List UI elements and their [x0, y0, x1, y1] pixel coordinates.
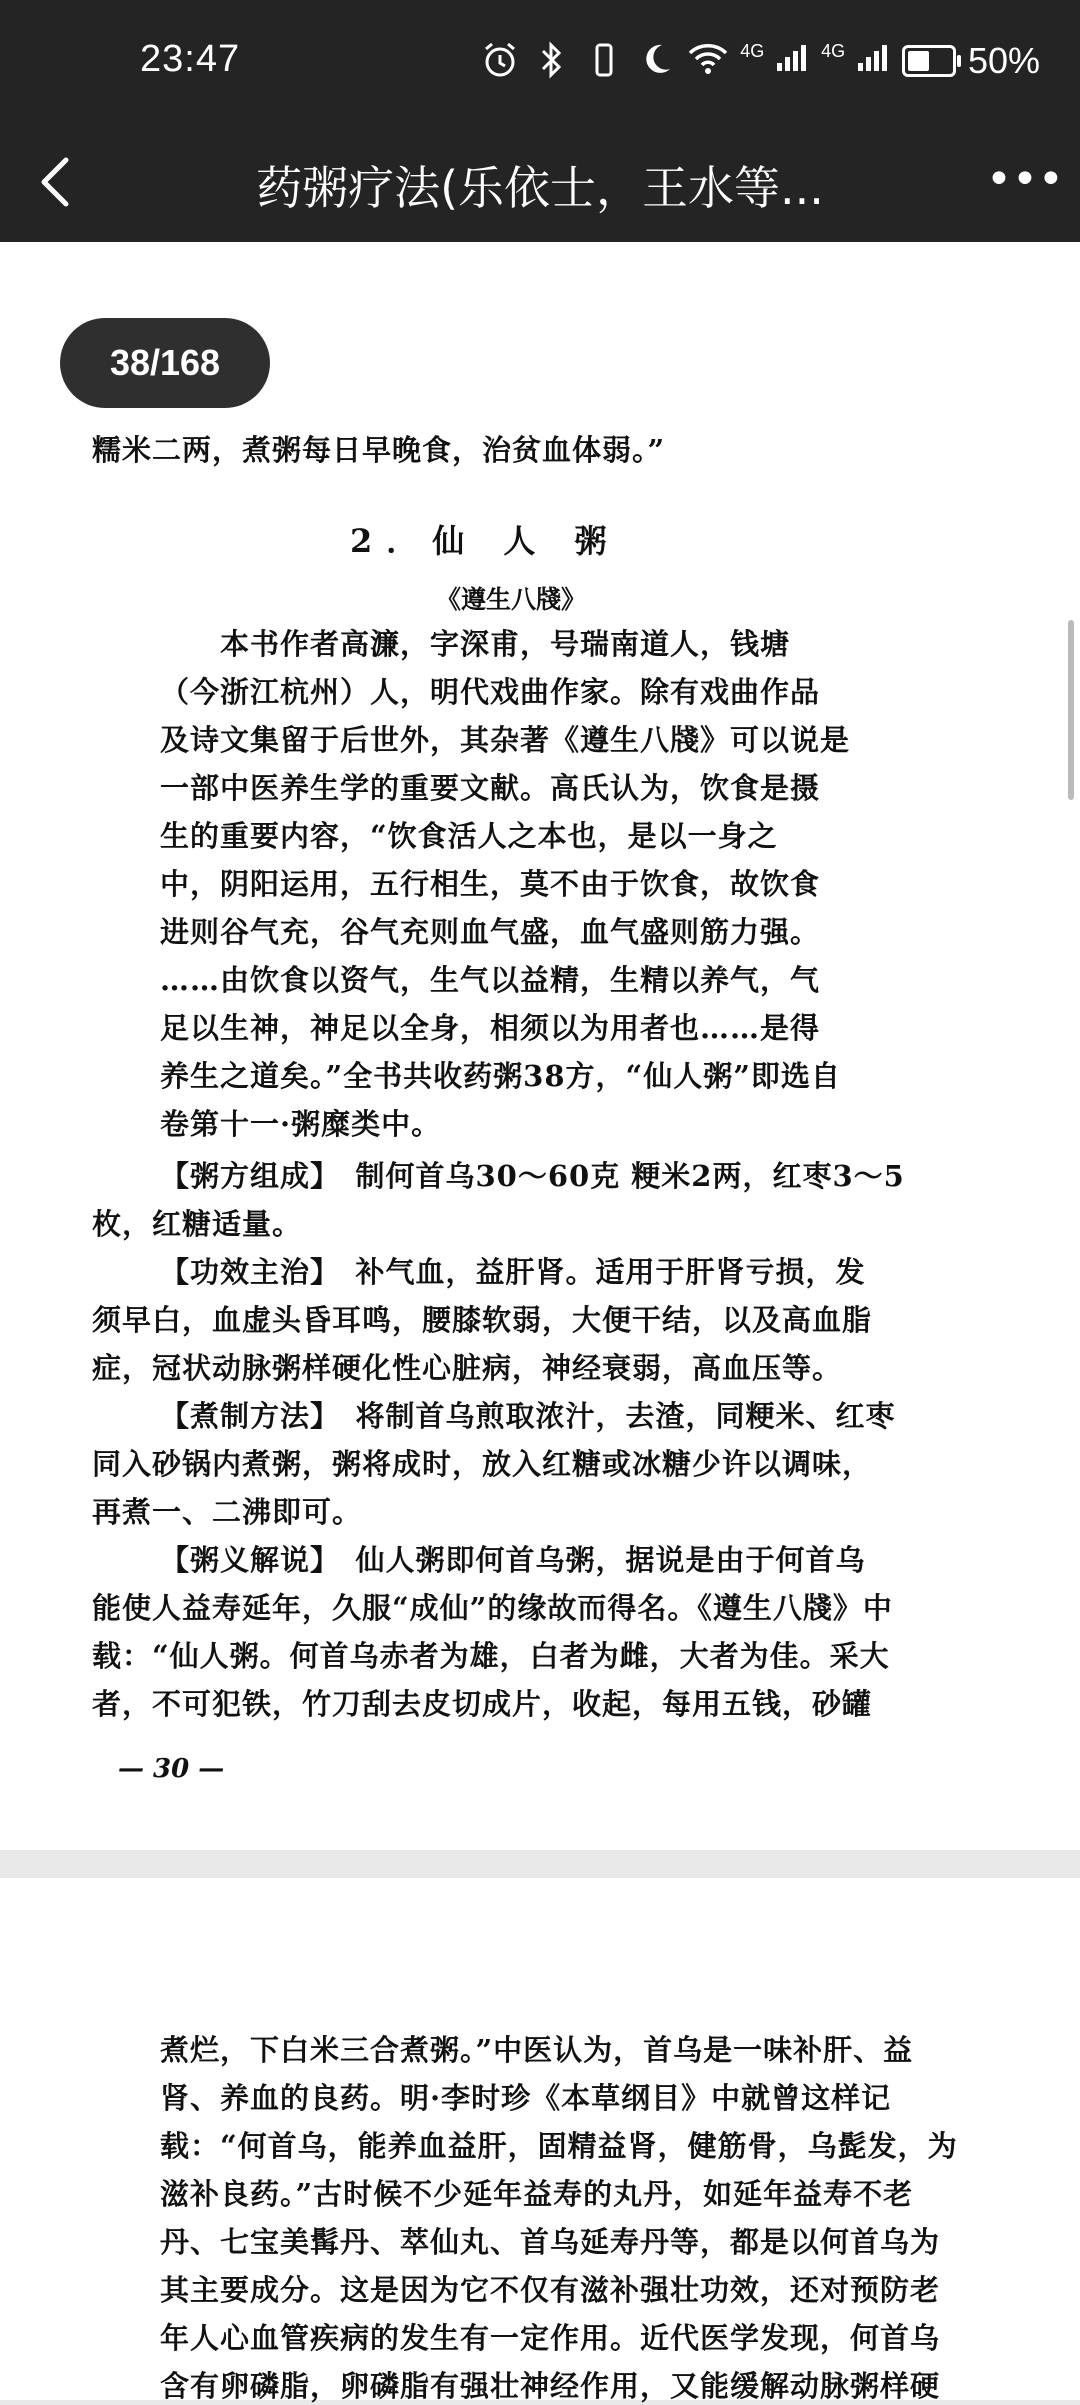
signal-1: 4G	[740, 41, 809, 82]
text-line: 丹、七宝美髯丹、萃仙丸、首乌延寿丹等，都是以何首乌为	[160, 2225, 941, 2259]
text-line: 生的重要内容，“饮食活人之本也，是以一身之	[160, 819, 778, 853]
text-line: 进则谷气充，谷气充则血气盛，血气盛则筋力强。	[160, 915, 821, 949]
text-line: 一部中医养生学的重要文献。高氏认为，饮食是摄	[160, 771, 821, 805]
text-line: 本书作者高濂，字深甫，号瑞南道人，钱塘	[220, 627, 791, 661]
document-page-1[interactable]	[0, 242, 1080, 1850]
text-line: 载：“仙人粥。何首乌赤者为雄，白者为雌，大者为佳。采大	[92, 1639, 890, 1673]
page-title: 药粥疗法(乐依士，王水等...	[256, 161, 824, 215]
status-bar	[0, 0, 1080, 130]
text-line: 煮烂，下白米三合煮粥。”中医认为，首乌是一味补肝、益	[160, 2033, 914, 2067]
top-bar	[0, 0, 1080, 242]
moon-icon	[636, 41, 676, 81]
text-line: 同入砂锅内煮粥，粥将成时，放入红糖或冰糖少许以调味，	[92, 1447, 873, 1481]
bluetooth-icon	[532, 41, 572, 81]
text-line: 卷第十一·粥糜类中。	[160, 1107, 442, 1141]
wifi-icon	[688, 41, 728, 81]
text-line: 载：“何首乌，能养血益肝，固精益肾，健筋骨，乌髭发，为	[160, 2129, 958, 2163]
text-line: 须早白，血虚头昏耳鸣，腰膝软弱，大便干结，以及高血脂	[92, 1303, 873, 1337]
chevron-left-icon[interactable]	[28, 152, 88, 212]
signal-2: 4G	[821, 41, 890, 82]
text-line: ……由饮食以资气，生气以益精，生精以养气，气	[160, 963, 821, 997]
battery-percent: 50%	[967, 40, 1040, 81]
text-line: 及诗文集留于后世外，其杂著《遵生八牋》可以说是	[160, 723, 851, 757]
page-indicator-badge: 38/168	[60, 318, 270, 408]
text-line: 糯米二两，煮粥每日早晚食，治贫血体弱。”	[92, 433, 666, 467]
scrollbar[interactable]	[1068, 620, 1074, 800]
document-page-2[interactable]	[0, 1878, 1080, 2403]
text-line: 滋补良药。”古时候不少延年益寿的丸丹，如延年益寿不老	[160, 2177, 914, 2211]
signal-icon	[775, 41, 809, 73]
text-line: 【煮制方法】 将制首乌煎取浓汁，去渣，同粳米、红枣	[160, 1399, 896, 1433]
text-line: 养生之道矣。”全书共收药粥38方，“仙人粥”即选自	[160, 1059, 841, 1093]
vibrate-icon	[584, 41, 624, 81]
text-line: 足以生神，神足以全身，相须以为用者也……是得	[160, 1011, 821, 1045]
more-horizontal-icon[interactable]: •••	[986, 154, 1064, 205]
text-line: 中，阴阳运用，五行相生，莫不由于饮食，故饮食	[160, 867, 821, 901]
text-line: 症，冠状动脉粥样硬化性心脏病，神经衰弱，高血压等。	[92, 1351, 843, 1385]
status-time: 23:47	[140, 38, 241, 80]
text-line: （今浙江杭州）人，明代戏曲作家。除有戏曲作品	[160, 675, 821, 709]
signal-icon	[856, 41, 890, 73]
status-icons	[480, 40, 1040, 82]
text-line: 其主要成分。这是因为它不仅有滋补强壮功效，还对预防老	[160, 2273, 941, 2307]
text-line: 肾、养血的良药。明·李时珍《本草纲目》中就曾这样记	[160, 2081, 892, 2115]
battery-icon	[902, 45, 956, 77]
section-source: 《遵生八牋》	[436, 585, 587, 614]
page-number: — 30 —	[118, 1754, 225, 1784]
text-line: 【粥义解说】 仙人粥即何首乌粥，据说是由于何首乌	[160, 1543, 866, 1577]
alarm-icon	[480, 41, 520, 81]
text-line: 再煮一、二沸即可。	[92, 1495, 363, 1529]
text-line: 【功效主治】 补气血，益肝肾。适用于肝肾亏损，发	[160, 1255, 866, 1289]
text-line: 年人心血管疾病的发生有一定作用。近代医学发现，何首乌	[160, 2321, 941, 2355]
text-line: 含有卵磷脂，卵磷脂有强壮神经作用，又能缓解动脉粥样硬	[160, 2369, 941, 2403]
text-line: 【粥方组成】 制何首乌30～60克 粳米2两，红枣3～5	[160, 1159, 905, 1193]
title-bar	[0, 130, 1080, 242]
text-line: 枚，红糖适量。	[92, 1207, 303, 1241]
text-line: 能使人益寿延年，久服“成仙”的缘故而得名。《遵生八牋》中	[92, 1591, 893, 1625]
section-heading: 2．仙 人 粥	[350, 522, 621, 560]
text-line: 者，不可犯铁，竹刀刮去皮切成片，收起，每用五钱，砂罐	[92, 1687, 873, 1721]
